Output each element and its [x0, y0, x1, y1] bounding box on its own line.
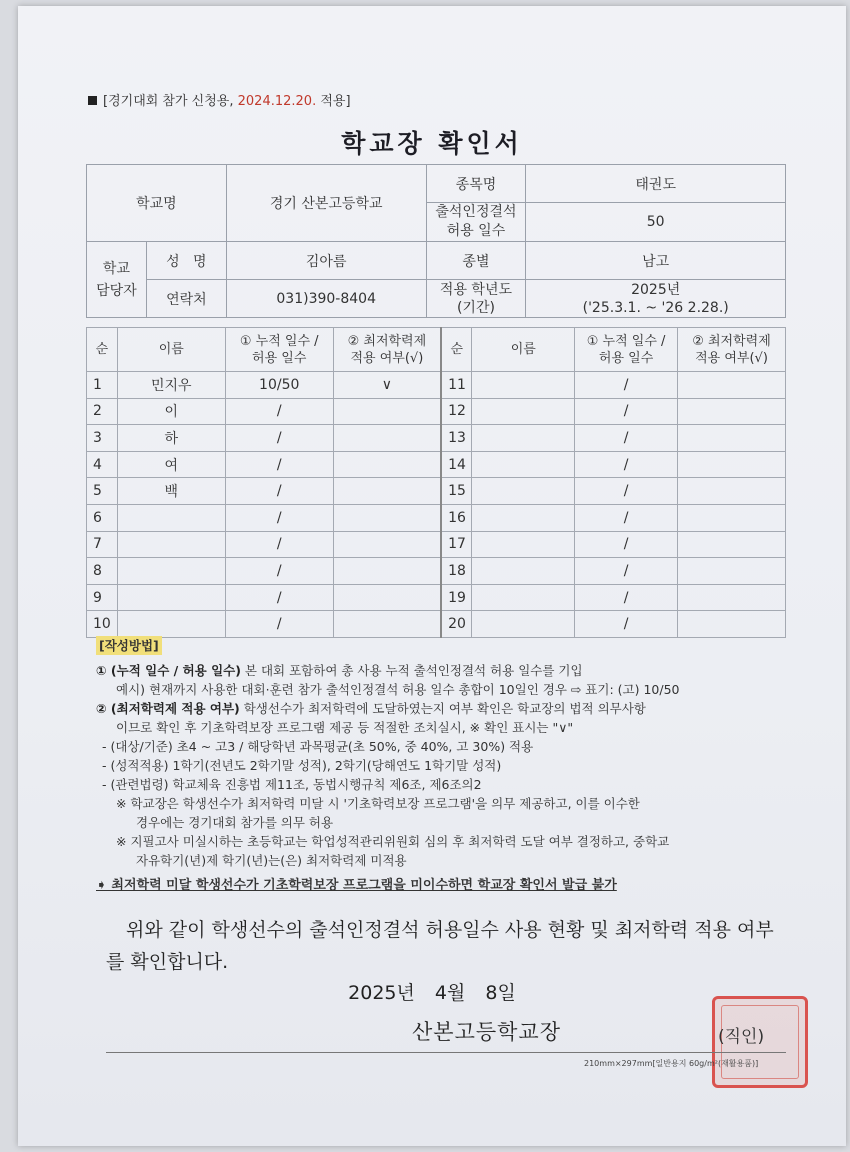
table-row [87, 398, 786, 425]
name-label: 성 명 [146, 242, 226, 280]
row-check [333, 558, 441, 585]
row-days: / [575, 451, 678, 478]
row-days: / [575, 531, 678, 558]
row-name: 하 [117, 425, 225, 452]
row-no: 8 [87, 558, 118, 585]
gender-label: 종별 [426, 242, 526, 280]
row-no: 13 [441, 425, 472, 452]
row-no: 7 [87, 531, 118, 558]
row-days: / [575, 504, 678, 531]
row-no: 2 [87, 398, 118, 425]
item-2-text: 학생선수가 최저학력에 도달하였는지 여부 확인은 학교장의 법적 의무사항 [243, 701, 646, 716]
row-name: 민지우 [117, 372, 225, 399]
head-days-right [575, 328, 678, 372]
head-min-2: 적용 여부(√) [350, 350, 424, 366]
row-name [472, 425, 575, 452]
item-1-example: 예시) 현재까지 사용한 대회·훈련 참가 출석인정결석 허용 일수 총합이 10일인 경우 ⇨ 표기: (고) 10/50 [116, 682, 680, 697]
row-no: 1 [87, 372, 118, 399]
row-name [117, 558, 225, 585]
table-row [87, 451, 786, 478]
row-check [333, 398, 441, 425]
row-check [677, 478, 785, 505]
row-name [472, 504, 575, 531]
school-label: 학교명 [87, 165, 227, 242]
row-name: 이 [117, 398, 225, 425]
head-days-2: 허용 일수 [252, 350, 307, 366]
row-no: 6 [87, 504, 118, 531]
allowed-label-2: 허용 일수 [446, 223, 506, 239]
paper-spec: 210mm×297mm[일반용지 60g/m²(재활용품)] [584, 1059, 759, 1068]
row-name [472, 558, 575, 585]
row-no: 4 [87, 451, 118, 478]
row-no: 17 [441, 531, 472, 558]
row-check [333, 425, 441, 452]
row-name: 백 [117, 478, 225, 505]
table-row [87, 372, 786, 399]
row-check [677, 451, 785, 478]
item-1-title: ① (누적 일수 / 허용 일수) [96, 663, 241, 678]
table-row [87, 584, 786, 611]
note-2-line2: 자유학기(년)제 학기(년)는(은) 최저학력제 미적용 [136, 853, 407, 868]
manager-label-2: 담당자 [96, 282, 137, 299]
head-no-left: 순 [87, 328, 118, 372]
header-suffix: 적용] [320, 94, 351, 109]
table-row [87, 478, 786, 505]
header-date: 2024.12.20. [237, 94, 317, 109]
row-no: 14 [441, 451, 472, 478]
issue-date: 2025년 4월 8일 [348, 982, 516, 1004]
head-no-right: 순 [441, 328, 472, 372]
row-name [472, 372, 575, 399]
row-no: 18 [441, 558, 472, 585]
manager-label-1: 학교 [102, 260, 130, 277]
info-table [86, 164, 786, 318]
issuance-warning: ➧ 최저학력 미달 학생선수가 기초학력보장 프로그램을 미이수하면 학교장 확인서 발급 불가 [96, 878, 617, 893]
row-days: / [225, 425, 333, 452]
row-name [472, 398, 575, 425]
row-no: 11 [441, 372, 472, 399]
row-check [677, 531, 785, 558]
method-tag: [작성방법] [96, 636, 162, 655]
square-bullet-icon [88, 96, 97, 105]
head-days-1: ① 누적 일수 / [586, 333, 666, 349]
writing-method-section [96, 636, 796, 895]
school-value: 경기 산본고등학교 [226, 165, 426, 242]
row-days: / [575, 478, 678, 505]
row-days: / [575, 372, 678, 399]
row-check [677, 558, 785, 585]
bottom-divider [106, 1052, 786, 1053]
allowed-value: 50 [526, 203, 786, 242]
row-days: / [225, 558, 333, 585]
table-row [87, 531, 786, 558]
table-row [87, 611, 786, 638]
head-min-left [333, 328, 441, 372]
row-no: 10 [87, 611, 118, 638]
method-item-2 [96, 699, 796, 718]
year-value-1: 2025년 [631, 281, 681, 298]
row-no: 16 [441, 504, 472, 531]
row-check [677, 372, 785, 399]
row-name [117, 611, 225, 638]
row-check [333, 504, 441, 531]
row-days: / [225, 398, 333, 425]
table-row [87, 425, 786, 452]
row-no: 12 [441, 398, 472, 425]
method-item-1 [96, 661, 796, 680]
row-no: 3 [87, 425, 118, 452]
event-label: 종목명 [426, 165, 526, 203]
row-days: / [575, 611, 678, 638]
year-label [426, 280, 526, 318]
header-prefix: [경기대회 참가 신청용, [103, 94, 234, 109]
document-title: 학교장 확인서 [341, 129, 523, 158]
row-check [677, 425, 785, 452]
row-check [677, 611, 785, 638]
row-days: / [575, 425, 678, 452]
row-name [472, 531, 575, 558]
allowed-label-1: 출석인정결석 [435, 204, 517, 220]
year-label-2: (기간) [456, 299, 495, 316]
year-value [526, 280, 786, 318]
item-1-text: 본 대회 포함하여 총 사용 누적 출석인정결석 허용 일수를 기입 [244, 663, 583, 678]
row-name [472, 451, 575, 478]
allowed-label [426, 203, 526, 242]
head-min-right [677, 328, 785, 372]
row-days: 10/50 [225, 372, 333, 399]
head-days-left [225, 328, 333, 372]
row-days: / [575, 558, 678, 585]
manager-label [87, 242, 147, 318]
row-days: / [225, 504, 333, 531]
name-value: 김아름 [226, 242, 426, 280]
row-check: ∨ [333, 372, 441, 399]
head-min-2: 적용 여부(√) [695, 350, 768, 366]
gender-value: 남고 [526, 242, 786, 280]
row-no: 9 [87, 584, 118, 611]
roster-table [86, 327, 786, 638]
row-name [472, 584, 575, 611]
row-days: / [575, 398, 678, 425]
row-days: / [575, 584, 678, 611]
head-days-2: 허용 일수 [598, 350, 654, 366]
row-check [333, 611, 441, 638]
head-min-1: ② 최저학력제 [692, 333, 771, 349]
header-note [88, 90, 351, 109]
row-days: / [225, 531, 333, 558]
row-check [333, 478, 441, 505]
stamp-label: (직인) [718, 1027, 765, 1047]
row-no: 20 [441, 611, 472, 638]
year-label-1: 적용 학년도 [439, 281, 512, 298]
confirmation-text: 위와 같이 학생선수의 출석인정결석 허용일수 사용 현황 및 최저학력 적용 여부를 확인합니다. [106, 919, 774, 973]
year-value-2: ('25.3.1. ~ '26 2.28.) [582, 299, 729, 316]
row-check [333, 531, 441, 558]
note-2-line1: ※ 지필고사 미실시하는 초등학교는 학업성적관리위원회 심의 후 최저학력 도달 여부 결정하고, 중학교 [116, 834, 670, 849]
row-name [117, 504, 225, 531]
row-check [333, 584, 441, 611]
head-min-1: ② 최저학력제 [347, 333, 427, 349]
note-1-line1: ※ 학교장은 학생선수가 최저학력 미달 시 '기초학력보장 프로그램'을 의무 제공하고, 이를 이수한 [116, 796, 640, 811]
row-no: 15 [441, 478, 472, 505]
row-check [333, 451, 441, 478]
item-2-title: ② (최저학력제 적용 여부) [96, 701, 240, 716]
head-name-left: 이름 [117, 328, 225, 372]
row-name [117, 584, 225, 611]
row-days: / [225, 451, 333, 478]
row-days: / [225, 611, 333, 638]
row-check [677, 398, 785, 425]
row-days: / [225, 584, 333, 611]
table-row [87, 504, 786, 531]
head-name-right: 이름 [472, 328, 575, 372]
row-no: 19 [441, 584, 472, 611]
row-check [677, 504, 785, 531]
row-no: 5 [87, 478, 118, 505]
row-name [117, 531, 225, 558]
row-name: 여 [117, 451, 225, 478]
row-check [677, 584, 785, 611]
table-row [87, 558, 786, 585]
row-name [472, 611, 575, 638]
sub-law: - (관련법령) 학교체육 진흥법 제11조, 동법시행규칙 제6조, 제6조의2 [102, 777, 482, 792]
row-days: / [225, 478, 333, 505]
sub-target: - (대상/기준) 초4 ~ 고3 / 해당학년 과목평균(초 50%, 중 40%, 고 30%) 적용 [102, 739, 534, 754]
sub-grade: - (성적적용) 1학기(전년도 2학기말 성적), 2학기(당해연도 1학기말 성적) [102, 758, 502, 773]
item-2-line2: 이므로 확인 후 기초학력보장 프로그램 제공 등 적절한 조치실시, ※ 확인 표시는 "∨" [116, 720, 574, 735]
document-page [18, 6, 846, 1146]
note-1-line2: 경우에는 경기대회 참가를 의무 허용 [136, 815, 334, 830]
event-value: 태권도 [526, 165, 786, 203]
row-name [472, 478, 575, 505]
contact-value: 031)390-8404 [226, 280, 426, 318]
principal-name: 산본고등학교장 [412, 1020, 562, 1044]
contact-label: 연락처 [146, 280, 226, 318]
head-days-1: ① 누적 일수 / [239, 333, 319, 349]
